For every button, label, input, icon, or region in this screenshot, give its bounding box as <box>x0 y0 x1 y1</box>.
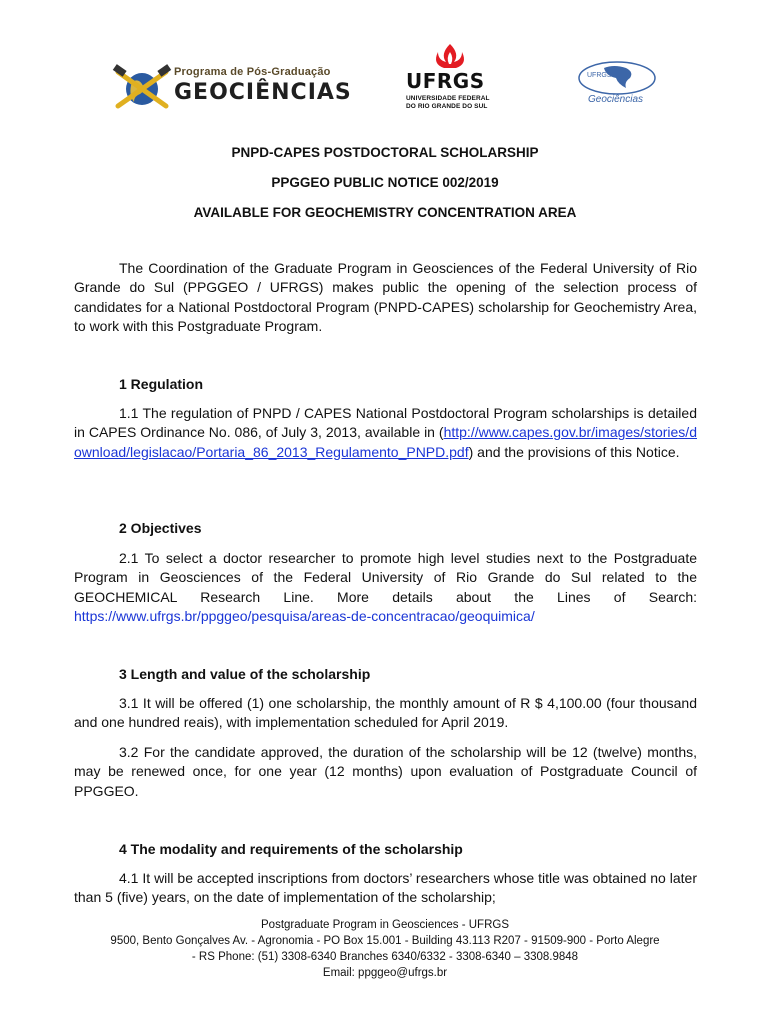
section-3-2-paragraph: 3.2 For the candidate approved, the duration of the scholarship will be 12 (twelve) months, may be renewed once, for one year (12 months) upon evaluation of Postgraduate Council of PPGGEO. <box>74 744 697 799</box>
program-subtitle: Programa de Pós-Graduação <box>174 66 331 78</box>
section-4-1-paragraph: 4.1 It will be accepted inscriptions from doctors’ researchers whose title was obtained no later than 5 (five) years, on the date of implementation of the scholarship; <box>74 870 697 906</box>
logo-bar <box>0 40 770 115</box>
institute-mark: UFRGS <box>587 72 612 79</box>
ufrgs-name-line2: DO RIO GRANDE DO SUL <box>406 103 488 110</box>
geochemistry-line-link[interactable]: https://www.ufrgs.br/ppggeo/pesquisa/areas-de-concentracao/geoquimica/ <box>74 607 535 624</box>
globe-hammer-icon <box>112 62 172 114</box>
section-1-1-text: 1.1 The regulation of PNPD / CAPES National Postdoctoral Program scholarships is detailed in CAPES Ordinance No. 086, of July 3, 2013, available in ( <box>74 405 697 441</box>
section-2-heading: 2 Objectives <box>119 520 202 536</box>
section-2-1-paragraph <box>74 549 697 626</box>
footer-program: Postgraduate Program in Geosciences - UFRGS <box>261 919 509 931</box>
institute-caption: Geociências <box>588 94 644 105</box>
ufrgs-logo <box>402 42 502 114</box>
ppggeo-logo <box>112 62 352 114</box>
section-1-heading: 1 Regulation <box>119 376 204 392</box>
footer-address: 9500, Bento Gonçalves Av. - Agronomia - PO Box 15.001 - Building 43.113 R207 - 91509-900 - Porto Alegre <box>110 935 660 947</box>
ufrgs-acronym: UFRGS <box>406 69 485 93</box>
notice-number: PPGGEO PUBLIC NOTICE 002/2019 <box>271 175 499 190</box>
footer-email: Email: ppggeo@ufrgs.br <box>322 967 448 979</box>
flame-icon <box>430 42 470 70</box>
section-1-1-paragraph <box>74 404 697 462</box>
section-4-heading: 4 The modality and requirements of the scholarship <box>119 841 463 857</box>
section-3-1-paragraph: 3.1 It will be offered (1) one scholarship, the monthly amount of R $ 4,100.00 (four thousand and one hundred reais), with implementation scheduled for April 2019. <box>74 695 697 731</box>
intro-paragraph: The Coordination of the Graduate Program in Geosciences of the Federal University of Rio Grande do Sul (PPGGEO / UFRGS) makes public the opening of the selection process of candidates for a National Postdoctoral Program (PNPD-CAPES) scholarship for Geochemistry Area, to work with this Postgraduate Program. <box>74 260 697 334</box>
footer-phone: - RS Phone: (51) 3308-6340 Branches 6340/6332 - 3308-6340 – 3308.9848 <box>191 951 579 963</box>
geociencias-institute-logo <box>574 60 660 108</box>
notice-title: PNPD-CAPES POSTDOCTORAL SCHOLARSHIP <box>231 145 539 160</box>
section-3-heading: 3 Length and value of the scholarship <box>119 666 371 682</box>
section-1-1-text-end: ) and the provisions of this Notice. <box>468 443 680 460</box>
ufrgs-name-line1: UNIVERSIDADE FEDERAL <box>406 95 490 102</box>
globe-map-icon <box>574 60 660 96</box>
program-name: GEOCIÊNCIAS <box>174 80 352 105</box>
notice-area: AVAILABLE FOR GEOCHEMISTRY CONCENTRATION AREA <box>193 205 577 220</box>
section-2-1-text: 2.1 To select a doctor researcher to promote high level studies next to the Postgraduate Program in Geosciences of the Federal University of Rio Grande do Sul related to the GEOCHEMICAL Research Line. More details about the Lines of Search: <box>74 550 697 605</box>
capes-ordinance-link[interactable]: http://www.capes.gov.br/images/stories/download/legislacao/Portaria_86_2013_Regulamento_PNPD.pdf <box>74 424 697 460</box>
